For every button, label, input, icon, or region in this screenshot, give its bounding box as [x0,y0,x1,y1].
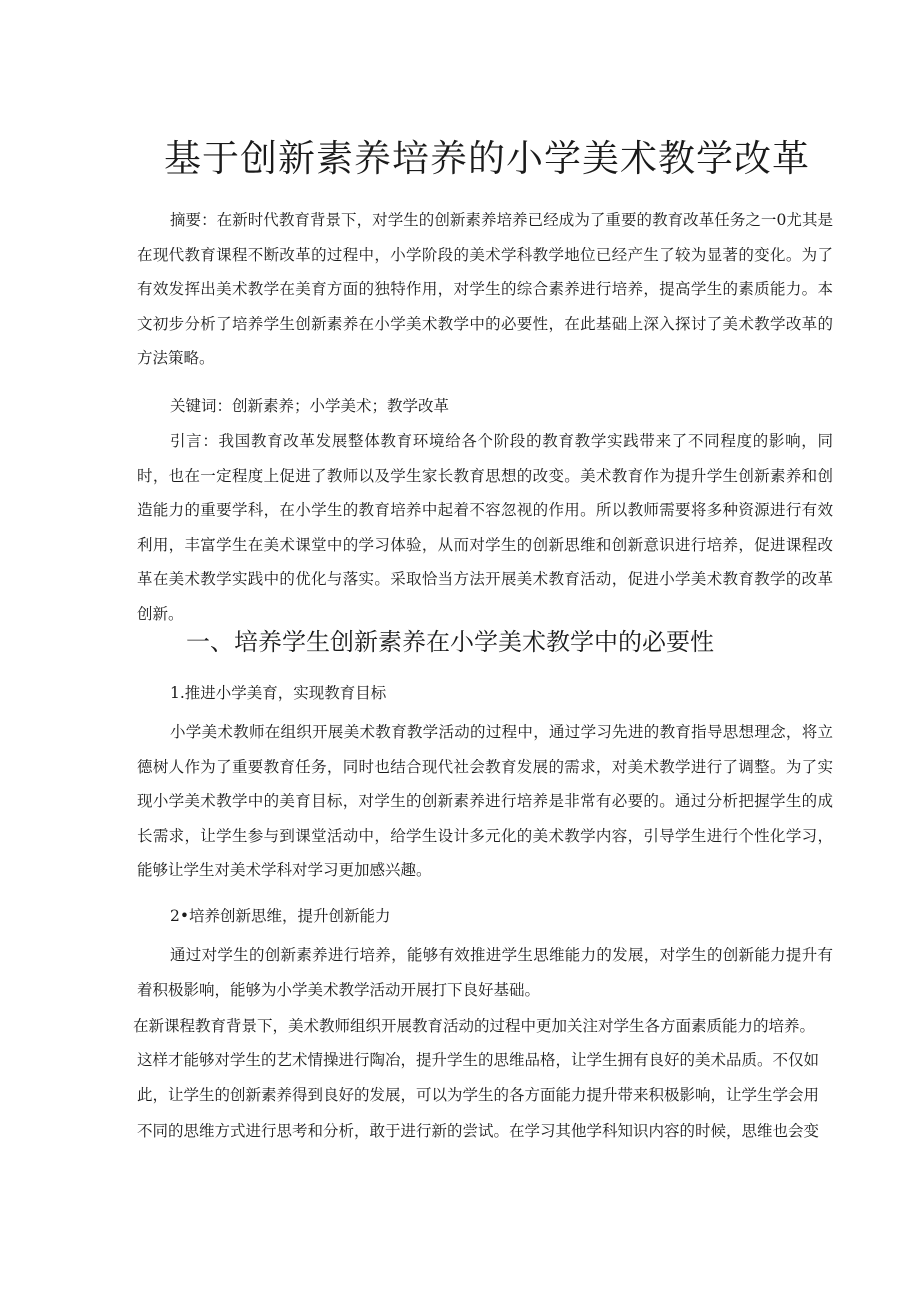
section-heading-1: 一、培养学生创新素养在小学美术教学中的必要性 [186,628,714,656]
document-title: 基于创新素养培养的小学美术教学改革 [164,137,810,180]
abstract-paragraph: 摘要：在新时代教育背景下，对学生的创新素养培养已经成为了重要的教育改革任务之一0尤其是在现代教育课程不断改革的过程中，小学阶段的美术学科教学地位已经产生了较为显著的变化。为了有效发挥出美术教学在美育方面的独特作用，对学生的综合素养进行培养，提高学生的素质能力。本文初步分析了培养学生创新素养在小学美术教学中的必要性，在此基础上深入探讨了美术教学改革的方法策略。 [137,211,833,367]
body-line: 此，让学生的创新素养得到良好的发展，可以为学生的各方面能力提升带来积极影响，让学生学会用 [137,1086,820,1104]
body-line: 这样才能够对学生的艺术情操进行陶冶，提升学生的思维品格，让学生拥有良好的美术品质。不仅如 [137,1051,820,1069]
body-line: 不同的思维方式进行思考和分析，敢于进行新的尝试。在学习其他学科知识内容的时候，思维也会变 [137,1122,820,1140]
subsection-heading-2: 2•培养创新思维，提升创新能力 [170,907,391,925]
subsection-heading-1: 1.推进小学美育，实现教育目标 [170,684,387,702]
body-line: 在新课程教育背景下，美术教师组织开展教育活动的过程中更加关注对学生各方面素质能力的培养。 [133,1017,816,1035]
intro-paragraph: 引言：我国教育改革发展整体教育环境给各个阶段的教育教学实践带来了不同程度的影响，同时，也在一定程度上促进了教师以及学生家长教育思想的改变。美术教育作为提升学生创新素养和创造能力的重要学科，在小学生的教育培养中起着不容忽视的作用。所以教师需要将多种资源进行有效利用，丰富学生在美术课堂中的学习体验，从而对学生的创新思维和创新意识进行培养，促进课程改革在美术教学实践中的优化与落实。采取恰当方法开展美术教育活动，促进小学美术教育教学的改革创新。 [137,432,833,623]
subsection-paragraph-1: 小学美术教师在组织开展美术教育教学活动的过程中，通过学习先进的教育指导思想理念，将立德树人作为了重要教育任务，同时也结合现代社会教育发展的需求，对美术教学进行了调整。为了实现小学美术教学中的美育目标，对学生的创新素养进行培养是非常有必要的。通过分析把握学生的成长需求，让学生参与到课堂活动中，给学生设计多元化的美术教学内容，引导学生进行个性化学习，能够让学生对美术学科对学习更加感兴趣。 [137,723,833,879]
subsection-paragraph-2: 通过对学生的创新素养进行培养，能够有效推进学生思维能力的发展，对学生的创新能力提升有着积极影响，能够为小学美术教学活动开展打下良好基础。 [137,946,833,999]
keywords-paragraph: 关键词：创新素养；小学美术；教学改革 [170,397,450,415]
